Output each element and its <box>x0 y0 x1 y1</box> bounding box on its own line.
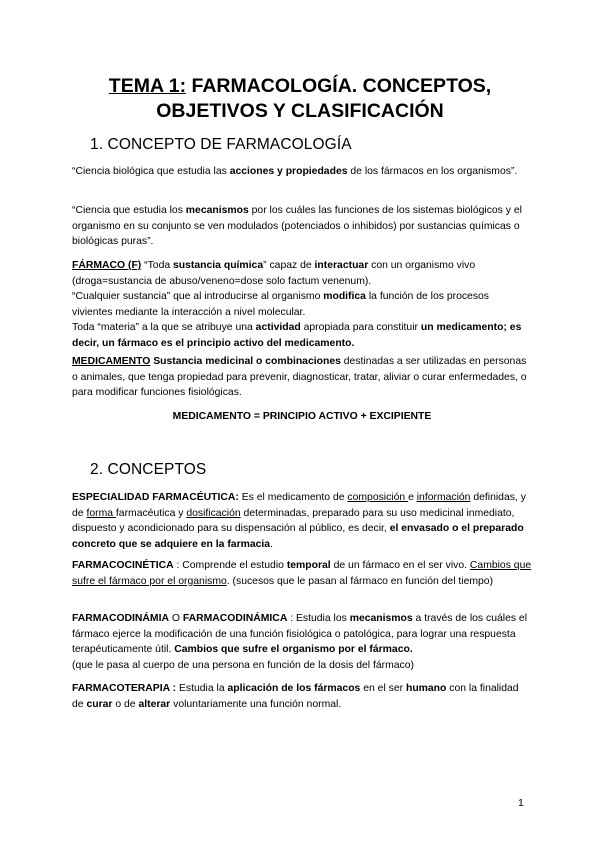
page-title <box>60 74 540 124</box>
esp-t2: composición <box>347 492 409 503</box>
esp-t1: Es el medicamento de <box>238 492 348 503</box>
terapia-label: FARMACOTERAPIA : <box>72 683 177 694</box>
farmaco-p1-a: “Toda <box>141 260 174 271</box>
medicamento-bold: Sustancia medicinal o combinaciones <box>150 356 341 367</box>
ter-t9: voluntariamente una función normal. <box>170 698 342 710</box>
din-t6: Cambios que sufre el organismo por el fármaco. <box>174 644 413 655</box>
farmacodinamia-block <box>72 611 532 673</box>
din-t5: a través de los cuáles el fármaco ejerce la modificación de una función fisiológica o patológica, para lograr una respuesta terapéuticamente útil. <box>72 613 528 655</box>
farmaco-p1-d: interactuar <box>314 260 369 271</box>
medicamento-text: destinadas a ser utilizadas en personas o animales, que tenga propiedad para prevenir, diagnosticar, tratar, aliviar o curar enfermedades, o para modificar funciones fisiológicas. <box>72 356 527 398</box>
cin-t1: : Comprende el estudio <box>173 560 287 571</box>
cinetica-label: FARMACOCINÉTICA <box>72 560 174 571</box>
farmaco-p1-c: ” capaz de <box>263 260 315 271</box>
definition-2 <box>72 203 532 250</box>
din-t1: O <box>168 613 183 624</box>
def2-text-a: “Ciencia que estudia los <box>72 205 186 216</box>
medicamento-label: MEDICAMENTO <box>72 356 151 367</box>
cin-t5: . (sucesos que le pasan al fármaco en función del tiempo) <box>226 575 494 587</box>
section2-heading: 2. CONCEPTOS <box>90 461 207 478</box>
title-line1: FARMACOLOGÍA. CONCEPTOS, <box>186 75 492 97</box>
farmacoterapia-block <box>72 681 532 712</box>
esp-t11: . <box>270 538 273 550</box>
cin-t4: Cambios que sufre el fármaco por el organismo <box>72 560 532 587</box>
farmaco-p1-b: sustancia química <box>173 260 264 271</box>
ter-t4: humano <box>405 683 447 694</box>
ter-t8: alterar <box>138 698 171 710</box>
esp-t10: el envasado o el preparado concreto que se adquiere en la farmacia <box>72 523 524 550</box>
section1-heading: 1. CONCEPTO DE FARMACOLOGÍA <box>90 136 352 153</box>
farmaco-p3-c: apropiada para constituir <box>300 322 421 333</box>
title-line2: OBJETIVOS Y CLASIFICACIÓN <box>156 100 444 122</box>
esp-t6: forma <box>86 507 116 519</box>
farmaco-p2-a: “Cualquier sustancia” que al introducirse al organismo <box>72 291 324 302</box>
farmaco-label: FÁRMACO (F) <box>72 260 142 271</box>
farmaco-p3-b: actividad <box>255 322 301 333</box>
farmacocinetica-block <box>72 558 532 589</box>
dinamia-label-b: FARMACODINÁMICA <box>182 613 288 624</box>
farmaco-p3-d: un medicamento; es decir, un fármaco es el principio activo del medicamento. <box>72 322 522 349</box>
def2-text-b: por los cuáles las funciones de los sistemas biológicos y el organismo en su conjunto se ven modulados (potenciados o inhibidos) por sustancias químicas o biológicas puras”. <box>72 205 522 247</box>
ter-t3: en el ser <box>360 683 406 694</box>
farmaco-p2-c: la función de los procesos vivientes mediante la interacción a nivel molecular. <box>72 291 489 318</box>
definition-1 <box>72 164 532 180</box>
title-prefix: TEMA 1: <box>108 75 187 97</box>
esp-t4: información <box>416 492 471 503</box>
esp-t3: e <box>408 492 417 503</box>
medicamento-block <box>72 354 532 401</box>
medicamento-formula: MEDICAMENTO = PRINCIPIO ACTIVO + EXCIPIENTE <box>172 411 432 422</box>
farmaco-p2-b: modifica <box>323 291 366 302</box>
esp-t7: farmacéutica y <box>115 507 187 519</box>
ter-t7: o de <box>112 698 139 710</box>
din-t3: : Estudia los <box>287 613 350 624</box>
dinamia-label-a: FARMACODINÁMIA <box>72 613 169 624</box>
esp-t5: definidas, y de <box>72 492 526 519</box>
cin-t2: temporal <box>286 560 331 571</box>
farmaco-p3-a: Toda “materia” a la que se atribuye una <box>72 322 256 333</box>
ter-t5: con la finalidad de <box>72 683 519 710</box>
din-t7: (que le pasa al cuerpo de una persona en función de la dosis del fármaco) <box>72 659 414 671</box>
def2-bold: mecanismos <box>185 205 249 216</box>
esp-t9: determinadas, preparado para su uso medicinal inmediato, dispuesto y acondicionado para su dispensación al público, es decir, <box>72 507 515 534</box>
ter-t2: aplicación de los fármacos <box>227 683 361 694</box>
page-number: 1 <box>518 798 524 809</box>
especialidad-label: ESPECIALIDAD FARMACÉUTICA: <box>72 492 239 503</box>
def1-bold: acciones y propiedades <box>229 166 348 177</box>
farmaco-p1-e: con un organismo vivo (droga=sustancia de abuso/veneno=dose solo factum venenum). <box>72 260 476 287</box>
esp-t8: dosificación <box>186 507 241 519</box>
farmaco-block <box>72 258 532 351</box>
cin-t3: de un fármaco en el ser vivo. <box>330 560 470 571</box>
def1-text-a: “Ciencia biológica que estudia las <box>72 166 230 177</box>
especialidad-block <box>72 490 532 552</box>
ter-t6: curar <box>86 698 113 710</box>
ter-t1: Estudia la <box>176 683 228 694</box>
din-t4: mecanismos <box>349 613 413 624</box>
def1-text-b: de los fármacos en los organismos”. <box>347 166 518 177</box>
